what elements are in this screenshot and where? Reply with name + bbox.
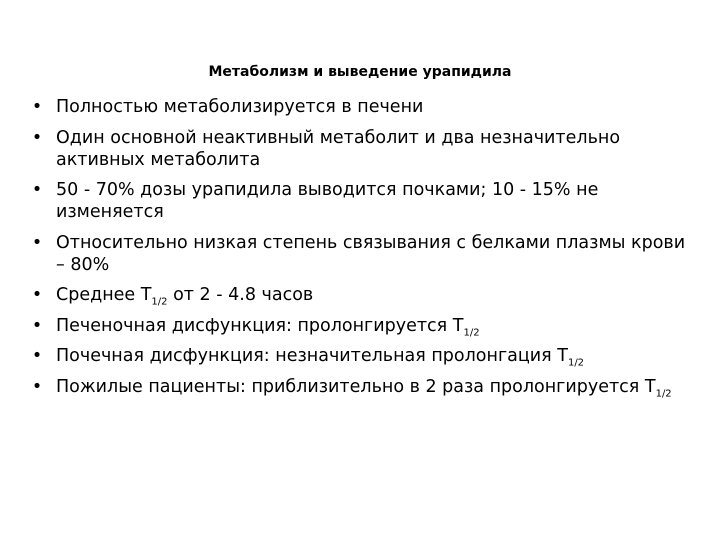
bullet-dot: • (31, 180, 43, 200)
bullet-text-pre: Почечная дисфункция: незначительная пролонгация T (56, 346, 568, 366)
bullet-dot: • (31, 285, 43, 305)
bullet-item (30, 376, 695, 398)
slide-title: Метаболизм и выведение урапидила (208, 64, 512, 80)
bullet-dot: • (31, 315, 43, 336)
bullet-text: 50 - 70% дозы урапидила выводится почками; 10 - 15% не изменяется (56, 180, 599, 222)
bullet-text: Относительно низкая степень связывания с белками плазмы крови – 80% (56, 232, 686, 275)
bullet-dot: • (31, 376, 43, 397)
bullet-item (30, 315, 695, 337)
bullet-text-post: от 2 - 4.8 часов (167, 285, 314, 305)
bullet-dot: • (31, 346, 43, 366)
bullet-list (30, 96, 695, 406)
bullet-dot: • (31, 232, 43, 253)
half-life-subscript: 1/2 (567, 357, 585, 369)
bullet-item (30, 284, 695, 306)
bullet-item (30, 345, 695, 367)
bullet-text-pre: Пожилые пациенты: приблизительно в 2 раза пролонгируется T (56, 376, 656, 397)
half-life-subscript: 1/2 (151, 296, 168, 308)
bullet-item (30, 179, 695, 223)
half-life-subscript: 1/2 (655, 388, 672, 399)
bullet-text: Один основной неактивный метаболит и два незначительно активных метаболита (56, 127, 621, 170)
bullet-text-pre: Печеночная дисфункция: пролонгируется T (56, 315, 464, 336)
half-life-subscript: 1/2 (463, 327, 480, 338)
bullet-item (30, 96, 695, 118)
bullet-text-pre: Среднее T (56, 285, 152, 305)
bullet-dot: • (31, 97, 43, 117)
bullet-dot: • (31, 127, 43, 148)
bullet-item (30, 127, 695, 171)
bullet-item (30, 232, 695, 276)
bullet-text: Полностью метаболизируется в печени (56, 97, 424, 117)
